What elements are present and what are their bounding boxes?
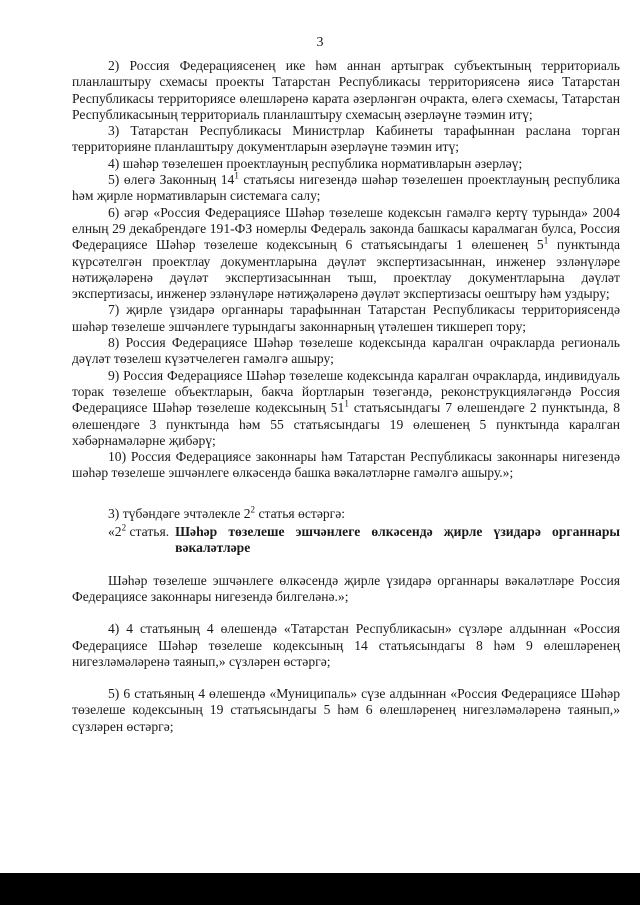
article-heading [72,524,620,557]
list-item-5: 5) өлегә Законның $14^1$ статьясы нигезендә шәһәр төзелешен проектлауның республика һәм җирле нормативларын системага салу; [72,170,620,204]
list-item-7: 7) җирле үзидарә органнары тарафыннан Татарстан Республикасы территориясендә шәһәр төзелеше эшчәнлеге турындагы законнарның үтәлешен тикшереп тору; [72,302,620,334]
list-item-2: 2) Россия Федерациясенең ике һәм аннан артыграк субъектының территориаль планлаштыру схемасы проекты Татарстан Республикасы территориясенә яисә Татарстан Республикасы территориясе өлешләренә карата әзерләнгән очракта, өлегә схемасы, Татарстан Республикасының территориаль планлаштыру схемасың әзерләүне тәэмин итү; [72,58,620,122]
list-item-6: 6) әгәр «Россия Федерациясе Шәһәр төзелеше кодексын гамәлгә кертү турында» 2004 елның 29 декабрендәге 191-ФЗ номерлы Федераль законда башкасы каралмаган булса, Россия Федерациясе Шәһәр төзелеше кодексының 6 статьясындагы 1 өлешенең $5^1$ пунктында күрсәтелгән проектлау документларына дәүләт экспертизасыннан, инженер эзләнүләре нәтиҗәләренә дәүләт экспертизасыннан тыш, проектлау документларына дәүләт экспертизасы, инженер эзләнүләре нәтиҗәләренә дәүләт экспертизасы оештыру һәм уздыру; [72,204,620,302]
amendment-5: 5) 6 статьяның 4 өлешендә «Муниципаль» сүзе алдыннан «Россия Федерациясе Шәһәр төзелеше кодексының 19 статьясындагы 5 һәм 6 өлешләренең нигезләмәләренә таянып,» сүзләрен өстәргә; [72,686,620,734]
amendment-4: 4) 4 статьяның 4 өлешендә «Татарстан Республикасын» сүзләре алдыннан «Россия Федерациясе Шәһәр төзелеше кодексының 14 статьясындагы 8 һәм 9 өлешләренең нигезләмәләренә таянып,» сүзләрен өстәргә; [72,621,620,669]
list-item-9: 9) Россия Федерациясе Шәһәр төзелеше кодексында каралган очракларда, индивидуаль торак төзелеше объектларын, бакча йортларын төзегәндә, реконструкцияләгәндә Россия Федерациясе Шәһәр төзелеше кодексының $51^1$ статьясындагы 7 өлешендәге 2 пунктында, 8 өлешендәге 3 пунктында һәм 55 статьясындагы 19 өлешенең 5 пунктында каралган хәбәрнамәләрне җибәрү; [72,367,620,448]
list-item-10: 10) Россия Федерациясе законнары һәм Татарстан Республикасы законнары нигезендә шәһәр төзелеше эшчәнлеге өлкәсендә башка вәкаләтләрне гамәлгә ашыру.»; [72,449,620,481]
document-body [72,58,620,735]
scan-edge-bar [0,873,640,905]
list-item-3: 3) Татарстан Республикасы Министрлар Кабинеты тарафыннан раслана торган территорияне планлаштыру документларын әзерләүне тәэмин итү; [72,123,620,155]
article-number: «$2^2$ статья. [108,522,170,540]
page-number: 3 [316,35,324,50]
list-item-4: 4) шәһәр төзелешен проектлауның республика нормативларын әзерләү; [108,155,523,171]
amendment-3: 3) түбәндәге эчтәлекле $2^2$ статья өстәргә: [108,504,346,521]
list-item-8: 8) Россия Федерациясе Шәһәр төзелеше кодексында каралган очракларда региональ дәүләт төзелеш күзәтчелеген гамәлгә ашыру; [72,335,620,367]
article-title: Шәһәр төзелеше эшчәнлеге өлкәсендә җирле үзидарә органнары вәкаләтләре [175,524,620,556]
article-body: Шәһәр төзелеше эшчәнлеге өлкәсендә җирле үзидарә органнары вәкаләтләре Россия Федерациясе законнары нигезендә билгеләнә.»; [72,572,620,604]
